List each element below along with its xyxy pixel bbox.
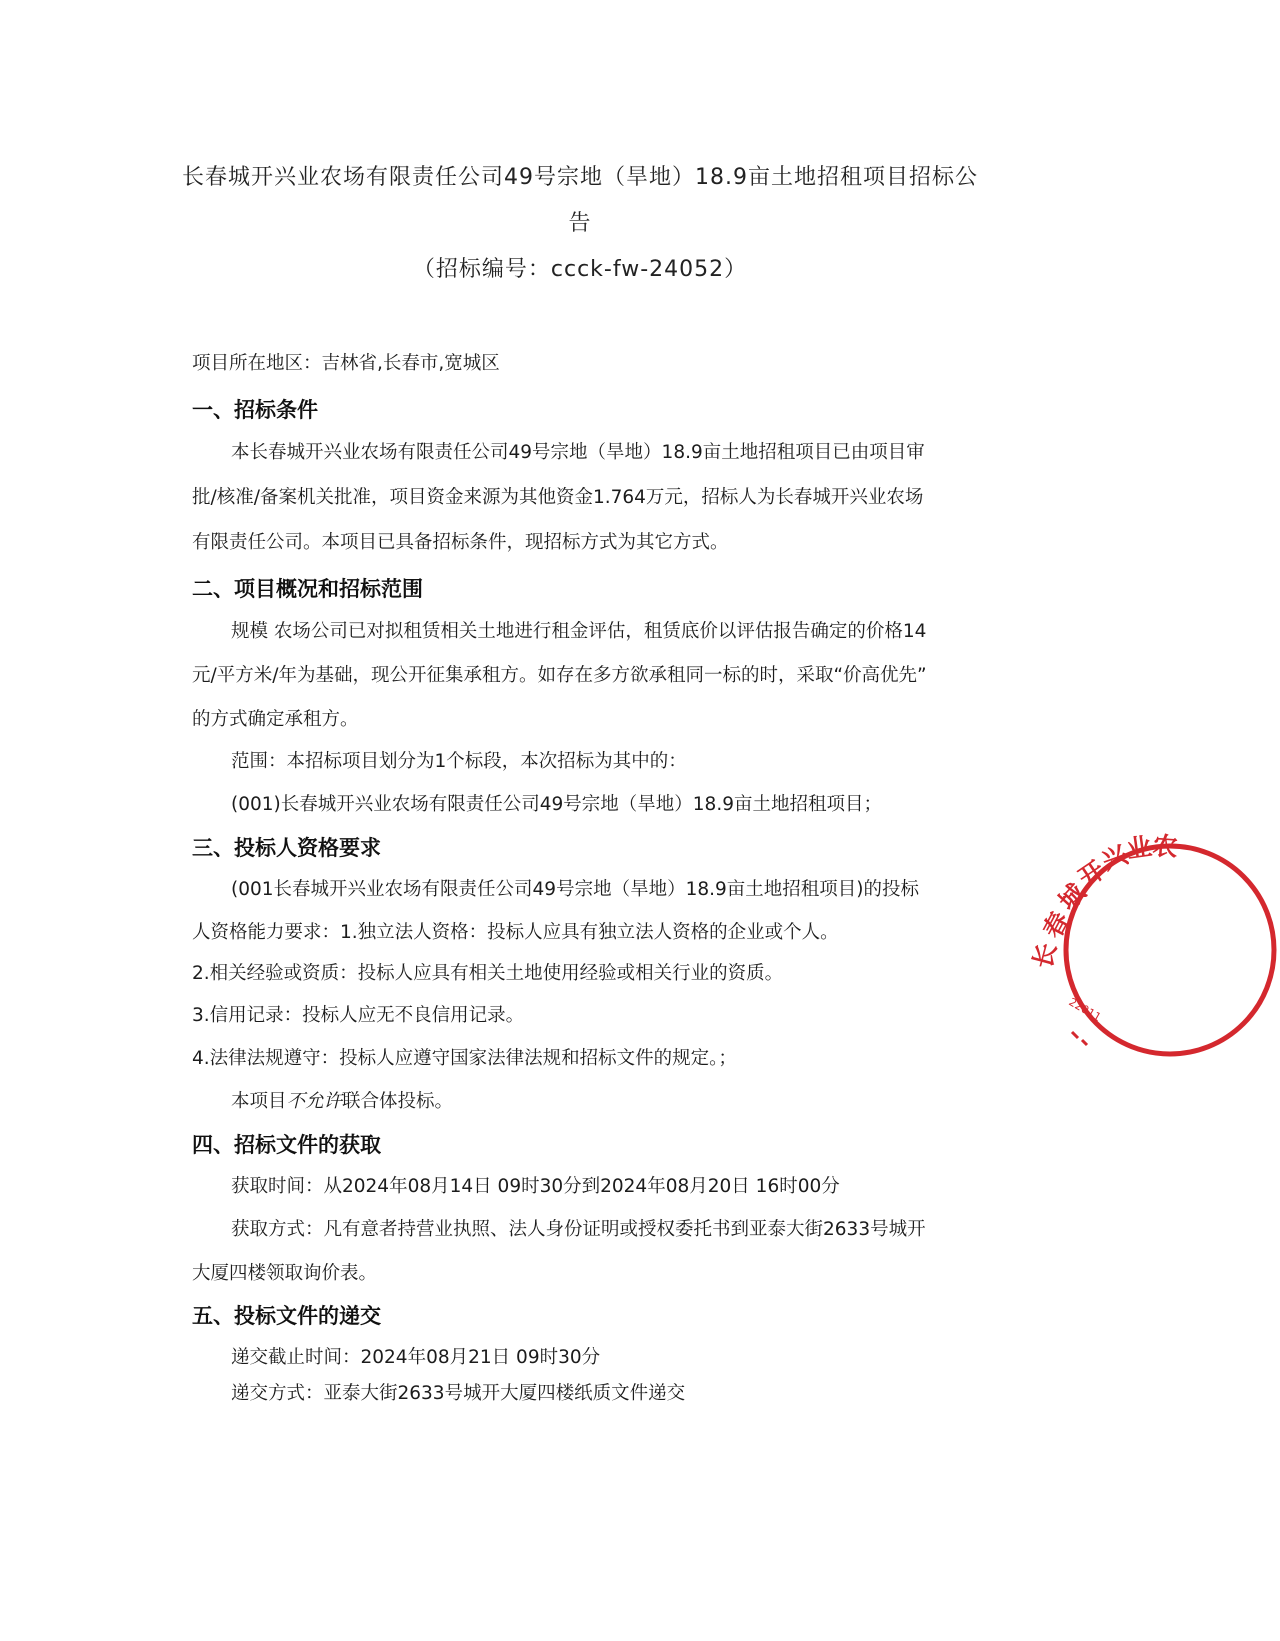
- section-3-para-6: [231, 1087, 453, 1117]
- seal-mark: [1072, 1032, 1087, 1045]
- seal-char-4: 开: [1073, 854, 1111, 893]
- seal-char-6: 业: [1124, 831, 1154, 864]
- section-3-para-2: 人资格能力要求：1.独立法人资格：投标人应具有独立法人资格的企业或个人。: [192, 922, 839, 943]
- consortium-post: 联合体投标。: [342, 1091, 454, 1112]
- title-line-2: 告: [568, 211, 592, 236]
- seal-char-1: 长: [1027, 939, 1063, 972]
- section-2-para-2: 元/平方米/年为基础，现公开征集承租方。如存在多方欲承租同一标的时，采取“价高优先”: [192, 665, 927, 686]
- consortium-pre: 本项目: [231, 1091, 287, 1112]
- title-line-1: 长春城开兴业农场有限责任公司49号宗地（旱地）18.9亩土地招租项目招标公: [182, 165, 978, 190]
- seal-char-3: 城: [1052, 878, 1092, 917]
- section-4-para-1: 获取时间：从2024年08月14日 09时30分到2024年08月20日 16时00分: [231, 1176, 840, 1197]
- section-4-heading: 四、招标文件的获取: [192, 1133, 381, 1157]
- section-2-heading: 二、项目概况和招标范围: [192, 577, 423, 601]
- section-3-para-1: (001长春城开兴业农场有限责任公司49号宗地（旱地）18.9亩土地招租项目)的投标: [231, 879, 919, 900]
- section-2-para-1: 规模 农场公司已对拟租赁相关土地进行租金评估，租赁底价以评估报告确定的价格14: [231, 621, 927, 642]
- project-location: 项目所在地区：吉林省,长春市,宽城区: [192, 353, 500, 374]
- section-2-para-3: 的方式确定承租方。: [192, 709, 359, 730]
- seal-char-5: 兴: [1098, 839, 1132, 876]
- section-5-para-2: 递交方式：亚泰大街2633号城开大厦四楼纸质文件递交: [231, 1383, 686, 1404]
- seal-char-2: 春: [1037, 907, 1076, 943]
- consortium-not-allowed: 不允许: [286, 1091, 343, 1112]
- section-3-para-4: 3.信用记录：投标人应无不良信用记录。: [192, 1005, 525, 1026]
- seal-char-7: 农: [1151, 831, 1179, 862]
- section-3-para-5: 4.法律法规遵守：投标人应遵守国家法律法规和招标文件的规定。；: [192, 1048, 737, 1069]
- section-2-para-5: (001)长春城开兴业农场有限责任公司49号宗地（旱地）18.9亩土地招租项目；: [231, 794, 882, 815]
- section-4-para-2: 获取方式：凡有意者持营业执照、法人身份证明或授权委托书到亚泰大街2633号城开: [231, 1219, 926, 1240]
- bid-code: （招标编号：ccck-fw-24052）: [412, 257, 748, 282]
- section-1-para-1: 本长春城开兴业农场有限责任公司49号宗地（旱地）18.9亩土地招租项目已由项目审: [231, 442, 925, 463]
- section-2-para-4: 范围：本招标项目划分为1个标段，本次招标为其中的：: [231, 751, 687, 772]
- section-5-heading: 五、投标文件的递交: [192, 1304, 381, 1328]
- section-5-para-1: 递交截止时间：2024年08月21日 09时30分: [231, 1347, 601, 1368]
- section-3-para-3: 2.相关经验或资质：投标人应具有相关土地使用经验或相关行业的资质。: [192, 963, 784, 984]
- company-seal: [1027, 820, 1280, 1080]
- seal-number: 22011: [1066, 995, 1104, 1025]
- section-1-para-2: 批/核准/备案机关批准，项目资金来源为其他资金1.764万元，招标人为长春城开兴业农场: [192, 487, 924, 508]
- section-1-para-3: 有限责任公司。本项目已具备招标条件，现招标方式为其它方式。: [192, 532, 729, 553]
- section-1-heading: 一、招标条件: [192, 398, 318, 422]
- section-3-heading: 三、投标人资格要求: [192, 836, 381, 860]
- section-4-para-3: 大厦四楼领取询价表。: [192, 1263, 378, 1284]
